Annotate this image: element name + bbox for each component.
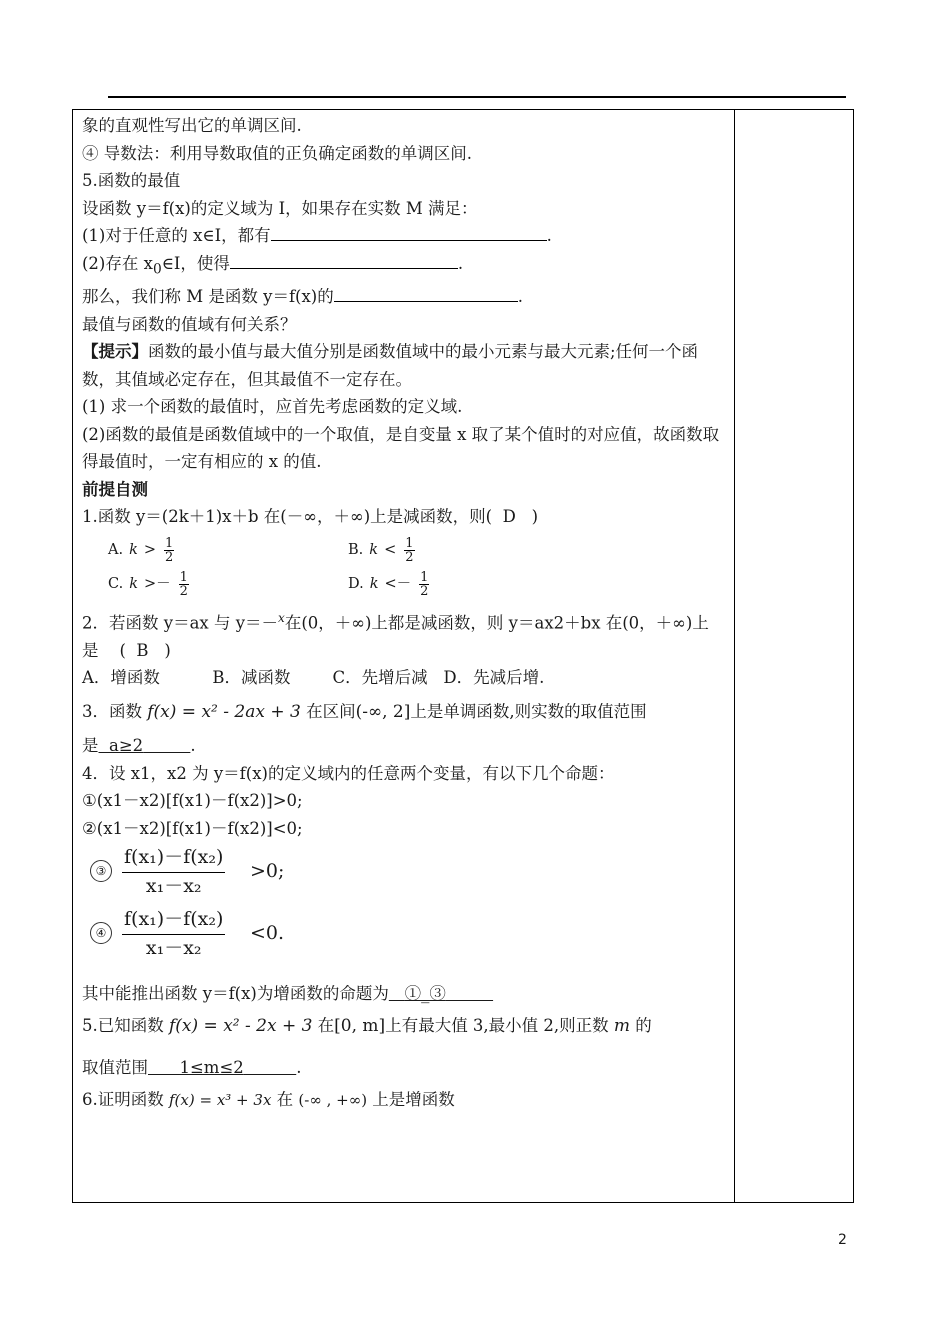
line-7-text: 那么，我们称 M 是函数 y＝f(x)的 — [82, 287, 334, 307]
frac-den: 2 — [420, 584, 429, 600]
q1-option-a-k: k — [129, 542, 138, 559]
q3-answer-wrap — [99, 736, 191, 755]
q5-label: 5.已知函数 — [82, 1015, 164, 1035]
q2-stem-text-2: 在(0，＋∞)上都是减函数，则 y＝ax2＋bx 在(0，＋∞)上是 — [82, 613, 709, 660]
q5-tail: 的 — [635, 1015, 652, 1035]
q3-end: . — [190, 736, 196, 756]
section-title: 前提自测 — [82, 479, 148, 499]
q3-cont: 是 — [82, 736, 99, 756]
line-11: (2)函数的最值是函数值域中的一个取值，是自变量 x 取了某个值时的对应值，故函数取得最值时，一定有相应的 x 的值. — [82, 424, 720, 472]
q1-option-a-frac — [164, 537, 174, 565]
q4-p3-tail: >0; — [250, 860, 285, 883]
q2-option-c: C．先增后减 — [332, 668, 428, 688]
q4-p4 — [82, 904, 730, 966]
q1-option-d — [348, 571, 431, 599]
q4-stem: 4．设 x1，x2 为 y＝f(x)的定义域内的任意两个变量，有以下几个命题： — [82, 763, 615, 783]
q4-p4-frac — [122, 906, 225, 962]
hint-text: 函数的最小值与最大值分别是函数值域中的最小元素与最大元素;任何一个函数，其值域必定存在，但其最值不一定存在。 — [82, 342, 699, 389]
q6-rest: 上是增函数 — [372, 1089, 455, 1109]
q1-option-c-op: >－ — [143, 576, 171, 593]
frac-num: 1 — [179, 569, 188, 585]
q5-line-1 — [82, 1012, 730, 1041]
q1-option-d-k: k — [369, 576, 379, 593]
frac-den: 2 — [179, 584, 188, 600]
q5-line-2 — [82, 1054, 730, 1082]
q1-answer: D — [502, 507, 516, 527]
q2-option-a: A．增函数 — [82, 668, 160, 688]
frac-den: 2 — [405, 550, 414, 566]
line-6-post: ∈I，使得 — [161, 253, 230, 273]
q1-options-row2 — [82, 571, 730, 605]
q5-interval: [0, m] — [334, 1015, 386, 1036]
q3-formula: f(x) = x² - 2ax + 3 — [147, 701, 301, 722]
q4-p3-marker: ③ — [90, 860, 112, 882]
frac-den: 2 — [165, 550, 174, 566]
q3-line-1 — [82, 698, 730, 727]
q1-option-d-frac — [419, 571, 429, 599]
q1-option-b-label: B. — [348, 542, 364, 559]
q5-mid: 在 — [317, 1015, 335, 1035]
line-5-text: (1)对于任意的 x∈I，都有 — [82, 226, 271, 245]
q1-option-b-k: k — [369, 542, 379, 559]
line-10: (1) 求一个函数的最值时，应首先考虑函数的定义域. — [82, 397, 463, 417]
q3-rest: 上是单调函数,则实数的取值范围 — [410, 701, 647, 721]
q3-label: 3．函数 — [82, 701, 142, 721]
q1-stem — [82, 503, 730, 531]
main-content — [82, 112, 730, 1114]
line-8: 最值与函数的值域有何关系？ — [82, 314, 297, 334]
line-2: ④ 导数法：利用导数取值的正负确定函数的单调区间. — [82, 143, 472, 163]
frac-num: 1 — [165, 535, 174, 551]
q6-label: 6.证明函数 — [82, 1089, 164, 1109]
frac-num: 1 — [420, 569, 429, 585]
q1-option-d-op: <－ — [384, 576, 412, 593]
q5-end: . — [296, 1058, 302, 1078]
q1-option-a-op: > — [143, 542, 157, 559]
line-6-pre: (2)存在 x — [82, 253, 153, 273]
q2-paren-open: ( — [119, 640, 126, 660]
q1-option-a-label: A. — [108, 542, 124, 559]
q4-p4-num: f(x₁)－f(x₂) — [122, 906, 225, 935]
q1-options-row1 — [82, 537, 730, 571]
header-rule — [108, 96, 846, 98]
q2-stem — [82, 605, 730, 665]
line-1: 象的直观性写出它的单调区间. — [82, 116, 302, 135]
frac-num: 1 — [405, 535, 414, 551]
q4-p3-den: x₁－x₂ — [145, 874, 202, 897]
q6-interval: (-∞ , +∞) — [298, 1090, 368, 1109]
q1-option-c-k: k — [129, 576, 138, 593]
q4-p2: ②(x1－x2)[f(x1)－f(x2)]<0; — [82, 818, 303, 838]
q3-answer: a≥2 — [109, 736, 144, 756]
q4-p4-den: x₁－x₂ — [145, 936, 202, 959]
q4-answer-wrap — [389, 984, 493, 1003]
q1-option-c-label: C. — [108, 576, 124, 593]
q2-x: x — [278, 610, 285, 625]
q5-m: m — [613, 1015, 631, 1036]
q1-option-b-op: < — [384, 542, 397, 559]
line-7: 那么，我们称 M 是函数 y＝f(x)的 . — [82, 283, 730, 311]
q1-close: ) — [531, 507, 539, 527]
q5-cont: 取值范围 — [82, 1058, 148, 1078]
q4-p3-frac — [122, 844, 225, 900]
line-3: 5.函数的最值 — [82, 171, 181, 190]
q6-line — [82, 1086, 730, 1115]
q3-line-2 — [82, 732, 730, 760]
page-number: 2 — [838, 1232, 847, 1248]
q1-option-b-frac — [404, 537, 414, 565]
q5-rest: 上有最大值 3,最小值 2,则正数 — [385, 1015, 609, 1035]
q5-answer: 1≤m≤2 — [179, 1058, 244, 1078]
q5-formula: f(x) = x² - 2x + 3 — [169, 1015, 313, 1036]
q2-option-b: B．减函数 — [212, 668, 291, 688]
q3-interval: (-∞, 2] — [355, 701, 411, 722]
q4-answer: ①_③ — [404, 984, 446, 1004]
q2-stem-text: 2．若函数 y＝ax 与 y＝－ — [82, 613, 279, 633]
hint-label: 【提示】 — [82, 342, 148, 362]
q6-mid: 在 — [276, 1089, 294, 1109]
blank-3 — [334, 283, 518, 302]
hint — [82, 338, 730, 393]
q4-p3 — [82, 842, 730, 904]
q4-p1: ①(x1－x2)[f(x1)－f(x2)]>0; — [82, 791, 303, 811]
q2-paren-close: ) — [164, 640, 171, 660]
line-6-sub: 0 — [152, 260, 162, 277]
q1-option-a — [108, 537, 176, 565]
q1-option-c-frac — [179, 571, 189, 599]
q4-conclusion-text: 其中能推出函数 y＝f(x)为增函数的命题为 — [82, 984, 389, 1004]
q2-answer: B — [136, 640, 149, 660]
blank-1 — [271, 222, 547, 241]
q4-conclusion — [82, 980, 730, 1008]
line-4: 设函数 y＝f(x)的定义域为 I，如果存在实数 M 满足： — [82, 198, 478, 218]
line-5: (1)对于任意的 x∈I，都有 . — [82, 222, 730, 250]
q1-stem-text: 1.函数 y＝(2k＋1)x＋b 在(－∞，＋∞)上是减函数，则( — [82, 507, 493, 527]
line-6: (2)存在 $x_0\in I$，使得 . — [82, 250, 730, 284]
blank-2 — [230, 250, 458, 269]
q4-p3-num: f(x₁)－f(x₂) — [122, 844, 225, 873]
q3-mid: 在区间 — [306, 701, 356, 721]
q5-answer-wrap — [148, 1058, 296, 1077]
q2-options — [82, 664, 730, 692]
column-divider — [734, 109, 735, 1203]
q2-option-d: D．先减后增. — [443, 668, 545, 688]
q1-option-b — [348, 537, 417, 565]
q1-option-d-label: D. — [348, 576, 364, 593]
q4-p4-marker: ④ — [90, 922, 112, 944]
q4-p4-tail: <0. — [250, 922, 285, 945]
q6-formula: f(x) = x³ + 3x — [169, 1090, 272, 1109]
q1-option-c — [108, 571, 191, 599]
